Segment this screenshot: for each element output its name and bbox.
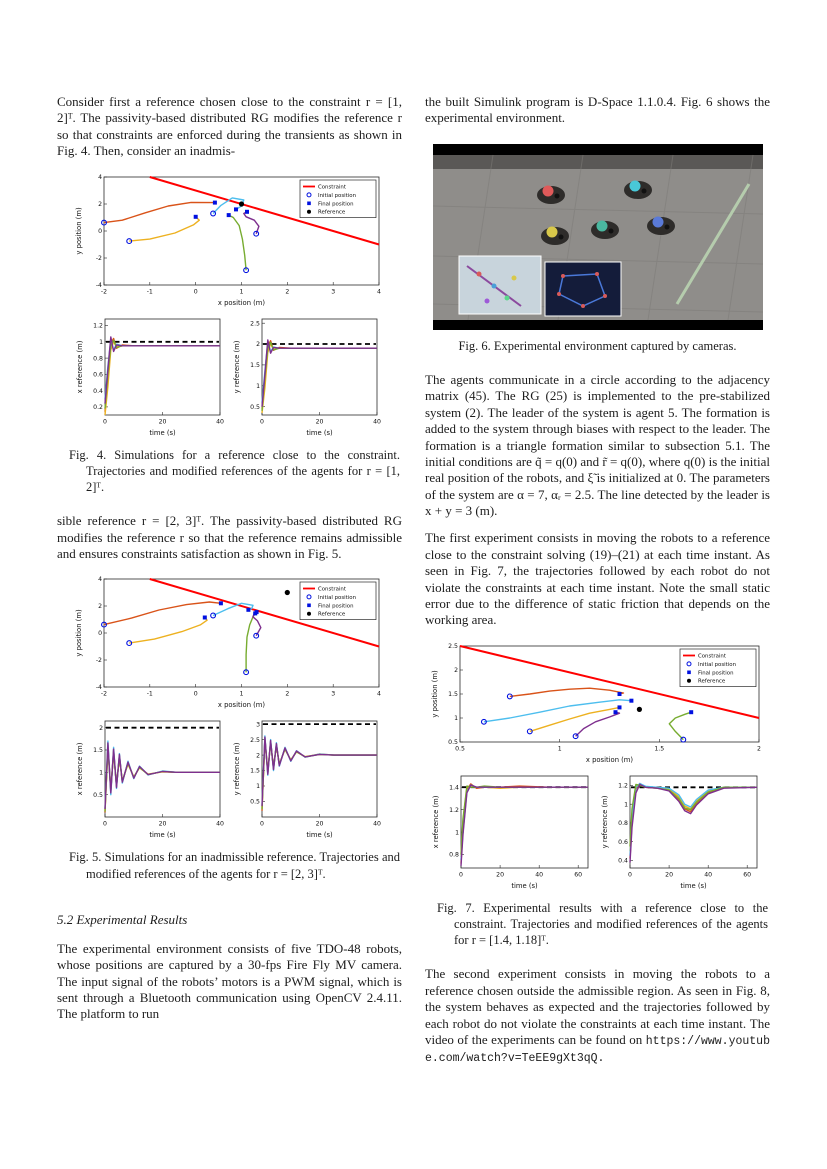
svg-text:40: 40 — [535, 871, 544, 879]
svg-text:1.5: 1.5 — [93, 747, 103, 755]
svg-text:20: 20 — [158, 820, 167, 828]
svg-text:x position (m): x position (m) — [217, 701, 265, 710]
svg-text:2: 2 — [453, 666, 458, 674]
svg-text:20: 20 — [665, 871, 674, 879]
svg-text:1: 1 — [99, 338, 103, 346]
svg-text:0.5: 0.5 — [93, 792, 103, 800]
svg-text:y position (m): y position (m) — [74, 609, 83, 657]
svg-text:1: 1 — [557, 745, 562, 753]
paragraph: sible reference r = [2, 3]ᵀ. The passivity-based distributed RG modifies the reference r so that the reference remains admissible and ensures constraints satisfaction as shown in Fig. 5. — [57, 513, 402, 561]
svg-text:time (s): time (s) — [149, 428, 176, 437]
svg-text:2.5: 2.5 — [250, 319, 260, 327]
svg-text:1.5: 1.5 — [447, 690, 458, 698]
svg-text:Reference: Reference — [317, 209, 345, 216]
fig5-caption: Fig. 5. Simulations for an inadmissible reference. Trajectories and modified references of the agents for r = [2, 3]ᵀ. — [69, 850, 400, 881]
svg-text:1: 1 — [256, 382, 260, 390]
svg-text:time (s): time (s) — [511, 881, 538, 890]
svg-text:1: 1 — [453, 714, 458, 722]
svg-text:1.2: 1.2 — [93, 322, 103, 330]
svg-text:2: 2 — [256, 752, 260, 760]
figure-7 — [425, 640, 770, 961]
fig7-trajectory-chart — [430, 640, 766, 764]
svg-text:1: 1 — [239, 690, 243, 698]
svg-text:Reference: Reference — [317, 612, 345, 619]
svg-text:y position (m): y position (m) — [74, 206, 83, 255]
svg-text:Final position: Final position — [697, 669, 733, 676]
svg-text:2: 2 — [97, 200, 102, 208]
svg-text:2: 2 — [256, 340, 260, 348]
svg-text:Final position: Final position — [317, 200, 353, 207]
svg-text:-4: -4 — [95, 684, 102, 692]
svg-text:0.8: 0.8 — [93, 354, 103, 362]
svg-text:0.4: 0.4 — [618, 857, 628, 865]
svg-text:2: 2 — [99, 725, 103, 733]
svg-text:0: 0 — [459, 871, 463, 879]
svg-text:x position (m): x position (m) — [585, 755, 633, 764]
svg-text:4: 4 — [376, 288, 381, 295]
svg-text:1: 1 — [624, 801, 628, 809]
svg-text:20: 20 — [315, 418, 324, 425]
svg-text:2.5: 2.5 — [250, 737, 260, 745]
svg-text:x position (m): x position (m) — [217, 298, 265, 307]
svg-text:y position (m): y position (m) — [430, 670, 439, 718]
svg-text:-1: -1 — [146, 288, 153, 295]
paragraph-text: The second experiment consists in moving the robots to a reference chosen outside the admissible region. As seen in Fig. 8, the system behaves as expected and the trajectories followed by each robot do not violate the constraints at each time instant. The video of the experiments can be found on — [425, 966, 770, 1047]
paragraph: Consider first a reference chosen close to the constraint r = [1, 2]ᵀ. The passivity-based distributed RG modifies the reference r so that constraints are enforced during the transients as shown in Fig. 4. Then, consider an inadmis- — [57, 94, 402, 159]
svg-text:0.6: 0.6 — [618, 838, 628, 846]
svg-text:Initial position: Initial position — [697, 661, 736, 668]
svg-text:20: 20 — [315, 820, 324, 828]
svg-text:0.6: 0.6 — [93, 371, 103, 378]
svg-text:1.5: 1.5 — [250, 361, 260, 369]
svg-text:Initial position: Initial position — [317, 192, 356, 199]
svg-text:40: 40 — [373, 418, 381, 425]
fig5-x-reference-chart — [75, 715, 227, 839]
svg-text:Initial position: Initial position — [317, 595, 356, 602]
svg-text:0.5: 0.5 — [250, 799, 260, 807]
svg-text:0.2: 0.2 — [93, 403, 103, 411]
paragraph: the built Simulink program is D-Space 1.1.0.4. Fig. 6 shows the experimental environment. — [425, 94, 770, 126]
paragraph: The agents communicate in a circle according to the adjacency matrix (45). The RG (25) is implemented to the pre-stabilized system (2). The leader of the system is agent 5. The formation is added to the system through biases with respect to the leader. The formation is a triangle formation similar to subsection 5.1. The initial conditions are q̃ = q(0) and r̃ = q(0), where q(0) is the initial real position of the robots, and ξ̃ is initialized at 0. The parameters of the system are α = 7, αᵣ = 2.5. The line detected by the leader is x + y = 3 (m). — [425, 372, 770, 518]
svg-text:time (s): time (s) — [306, 831, 333, 840]
section-heading: 5.2 Experimental Results — [57, 911, 188, 927]
fig4-caption: Fig. 4. Simulations for a reference close to the constraint. Trajectories and modified references of the agents for r = [1, 2]ᵀ. — [69, 447, 400, 494]
svg-text:1: 1 — [239, 288, 243, 295]
svg-text:1: 1 — [256, 783, 260, 791]
svg-text:3: 3 — [330, 690, 335, 698]
fig6-caption: Fig. 6. Experimental environment captured by cameras. — [458, 338, 737, 353]
svg-text:Constraint: Constraint — [317, 184, 346, 190]
figure-4 — [57, 171, 402, 508]
svg-text:0: 0 — [628, 871, 632, 879]
svg-text:20: 20 — [158, 418, 167, 425]
svg-text:0.5: 0.5 — [447, 738, 458, 746]
left-column — [57, 94, 402, 1034]
svg-text:0: 0 — [193, 690, 198, 698]
svg-text:3: 3 — [256, 721, 260, 729]
svg-text:1.2: 1.2 — [449, 806, 459, 814]
svg-text:x reference (m): x reference (m) — [432, 795, 440, 848]
svg-text:60: 60 — [743, 871, 752, 879]
fig5-subcharts — [75, 715, 384, 839]
svg-text:2: 2 — [97, 603, 102, 611]
svg-text:-4: -4 — [95, 281, 102, 289]
svg-text:y reference (m): y reference (m) — [233, 743, 241, 796]
svg-text:-2: -2 — [95, 254, 102, 262]
svg-text:40: 40 — [373, 820, 381, 828]
svg-text:y reference (m): y reference (m) — [601, 795, 609, 848]
svg-text:2: 2 — [284, 288, 289, 295]
fig4-trajectory-chart — [74, 171, 386, 307]
svg-text:20: 20 — [496, 871, 505, 879]
right-column — [425, 94, 770, 1078]
svg-text:time (s): time (s) — [680, 881, 707, 890]
svg-text:0: 0 — [97, 227, 102, 235]
svg-text:Constraint: Constraint — [697, 653, 726, 660]
svg-text:x reference (m): x reference (m) — [76, 340, 84, 393]
svg-text:0: 0 — [260, 418, 264, 425]
svg-text:0.8: 0.8 — [449, 851, 459, 859]
svg-text:1.2: 1.2 — [618, 782, 628, 790]
svg-text:4: 4 — [376, 690, 381, 698]
svg-text:2: 2 — [284, 690, 289, 698]
svg-text:40: 40 — [704, 871, 713, 879]
svg-text:0: 0 — [103, 418, 107, 425]
svg-text:0: 0 — [260, 820, 264, 828]
paragraph: The first experiment consists in moving the robots to a reference close to the constraint solving (19)–(21) at each time instant. As seen in Fig. 7, the trajectories followed by each robot do not violate the constraints at each time instant. Note the small static error due to the difference of static friction that depends on the working area. — [425, 530, 770, 628]
svg-text:-2: -2 — [100, 690, 107, 698]
svg-text:2: 2 — [756, 745, 761, 753]
svg-text:Reference: Reference — [697, 678, 725, 685]
svg-text:0.8: 0.8 — [618, 819, 628, 827]
svg-text:Final position: Final position — [317, 603, 353, 610]
svg-text:-2: -2 — [95, 657, 102, 665]
svg-text:Constraint: Constraint — [317, 586, 346, 593]
figure-5 — [57, 573, 402, 894]
svg-text:-2: -2 — [100, 288, 107, 295]
fig7-subcharts — [431, 770, 764, 890]
svg-text:2.5: 2.5 — [447, 642, 458, 650]
svg-text:x reference (m): x reference (m) — [76, 743, 84, 796]
svg-text:y reference (m): y reference (m) — [233, 340, 241, 393]
svg-text:time (s): time (s) — [149, 831, 176, 840]
svg-text:0.4: 0.4 — [93, 387, 103, 395]
fig5-y-reference-chart — [232, 715, 384, 839]
figure-6 — [425, 138, 770, 366]
fig4-y-reference-chart — [232, 313, 384, 437]
fig7-x-reference-chart — [431, 770, 595, 890]
svg-text:3: 3 — [330, 288, 335, 295]
svg-text:4: 4 — [97, 173, 102, 181]
fig5-trajectory-chart — [74, 573, 386, 709]
svg-text:0: 0 — [193, 288, 198, 295]
svg-text:1.4: 1.4 — [449, 784, 459, 792]
svg-text:time (s): time (s) — [306, 428, 333, 437]
svg-text:1.5: 1.5 — [250, 768, 260, 776]
paragraph: The experimental environment consists of five TDO-48 robots, whose positions are captured by a 30-fps Fire Fly MV camera. The input signal of the robots’ motors is a PWM signal, which is sent through a Bluetooth communication using OpenCV 2.4.11. The platform to run — [57, 940, 402, 1022]
svg-text:-1: -1 — [146, 690, 153, 698]
svg-text:1: 1 — [455, 828, 459, 836]
svg-text:60: 60 — [574, 871, 583, 879]
svg-text:0: 0 — [103, 820, 107, 828]
fig7-caption: Fig. 7. Experimental results with a reference close to the constraint. Trajectories and modified references of the agents for r = [1.4, 1.18]ᵀ. — [437, 900, 768, 948]
svg-text:40: 40 — [216, 418, 224, 425]
experiment-photo — [433, 144, 763, 330]
fig4-x-reference-chart — [75, 313, 227, 437]
svg-text:4: 4 — [97, 576, 102, 584]
paragraph — [425, 966, 770, 1066]
fig4-subcharts — [75, 313, 384, 437]
video-link[interactable]: https://www.youtube.com/watch?v=TeEE9gXt3qQ. — [425, 1034, 770, 1066]
svg-text:1: 1 — [99, 769, 103, 777]
svg-text:0.5: 0.5 — [250, 403, 260, 411]
svg-text:40: 40 — [216, 820, 224, 828]
svg-text:1.5: 1.5 — [653, 745, 664, 753]
fig7-y-reference-chart — [600, 770, 764, 890]
svg-text:0.5: 0.5 — [454, 745, 465, 753]
svg-text:0: 0 — [97, 630, 102, 638]
